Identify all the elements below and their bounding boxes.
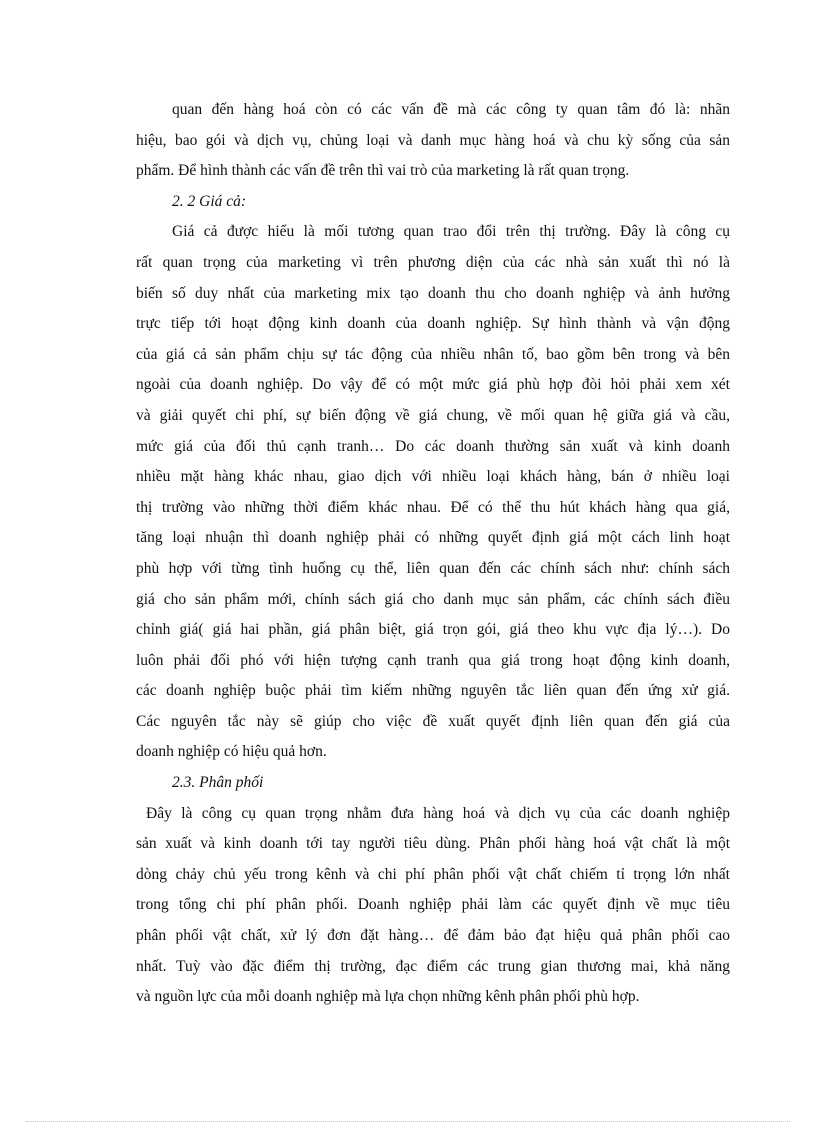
text-line: của giá cả sản phẩm chịu sự tác động của nhiều nhân tố, bao gồm bên trong và bên <box>136 345 730 363</box>
text-line: và giải quyết chi phí, sự biến động về giá chung, về mối quan hệ giữa giá và cầu, <box>136 406 730 424</box>
text-line: dòng chảy chủ yếu trong kênh và chi phí phân phối vật chất chiếm tỉ trọng lớn nhất <box>136 865 730 883</box>
text-line: phân phối vật chất, xử lý đơn đặt hàng… để đảm bảo đạt hiệu quả phân phối cao <box>136 927 730 945</box>
text-line: phẩm. Để hình thành các vấn đề trên thì vai trò của marketing là rất quan trọng. <box>136 162 630 180</box>
text-line: phù hợp với từng tình huống cụ thể, liên quan đến các chính sách như: chính sách <box>136 559 730 577</box>
text-line: các doanh nghiệp buộc phải tìm kiếm những nguyên tắc liên quan đến ứng xử giá. <box>136 682 730 700</box>
text-line: trong tổng chi phí phân phối. Doanh nghiệp phải làm các quyết định về mục tiêu <box>136 896 730 914</box>
text-line: doanh nghiệp có hiệu quả hơn. <box>136 743 327 761</box>
text-line: sản xuất và kinh doanh tới tay người tiêu dùng. Phân phối hàng hoá vật chất là một <box>136 835 730 853</box>
section-heading-distribution: 2.3. Phân phối <box>172 774 264 792</box>
text-line: giá cho sản phẩm mới, chính sách giá cho danh mục sản phẩm, các chính sách điều <box>136 590 730 608</box>
text-line: chỉnh giá( giá hai phần, giá phân biệt, giá trọn gói, giá theo khu vực địa lý…). Do <box>136 621 730 639</box>
text-line: Giá cả được hiểu là mối tương quan trao đổi trên thị trường. Đây là công cụ <box>172 223 730 241</box>
paragraph-distribution <box>136 799 730 1013</box>
text-line: trực tiếp tới hoạt động kinh doanh của doanh nghiệp. Sự hình thành và vận động <box>136 315 730 333</box>
section-heading-price: 2. 2 Giá cả: <box>172 192 247 210</box>
text-line: rất quan trọng của marketing vì trên phương diện của các nhà sản xuất thì nó là <box>136 253 730 271</box>
text-line: biến số duy nhất của marketing mix tạo doanh thu cho doanh nghiệp và ảnh hưởng <box>136 284 730 302</box>
text-line: ngoài của doanh nghiệp. Do vậy để có một mức giá phù hợp đòi hỏi phải xem xét <box>136 376 730 394</box>
paragraph-price <box>136 217 730 768</box>
text-line: quan đến hàng hoá còn có các vấn đề mà các công ty quan tâm đó là: nhãn <box>172 101 730 118</box>
document-page <box>136 95 730 1013</box>
text-line: nhiều mặt hàng khác nhau, giao dịch với nhiều loại khách hàng, bán ở nhiều loại <box>136 468 730 486</box>
text-line: và nguồn lực của mỗi doanh nghiệp mà lựa chọn những kênh phân phối phù hợp. <box>136 988 640 1006</box>
paragraph-intro <box>136 95 730 187</box>
text-line: mức giá của đối thủ cạnh tranh… Do các doanh thường sản xuất và kinh doanh <box>136 437 730 455</box>
page-bottom-divider <box>26 1121 790 1122</box>
text-line: thị trường vào những thời điểm khác nhau. Để có thể thu hút khách hàng qua giá, <box>136 498 730 516</box>
text-line: hiệu, bao gói và dịch vụ, chủng loại và danh mục hàng hoá và chu kỳ sống của sản <box>136 131 730 149</box>
text-line: tăng loại nhuận thì doanh nghiệp phải có những quyết định giá một cách linh hoạt <box>136 529 730 547</box>
text-line: Các nguyên tắc này sẽ giúp cho việc đề xuất quyết định liên quan đến giá của <box>136 712 730 730</box>
text-line: Đây là công cụ quan trọng nhằm đưa hàng hoá và dịch vụ của các doanh nghiệp <box>146 804 730 822</box>
text-line: luôn phải đối phó với hiện tượng cạnh tranh qua giá trong hoạt động kinh doanh, <box>136 651 730 669</box>
text-line: nhất. Tuỳ vào đặc điểm thị trường, đạc điểm các trung gian thương mai, khả năng <box>136 957 730 975</box>
